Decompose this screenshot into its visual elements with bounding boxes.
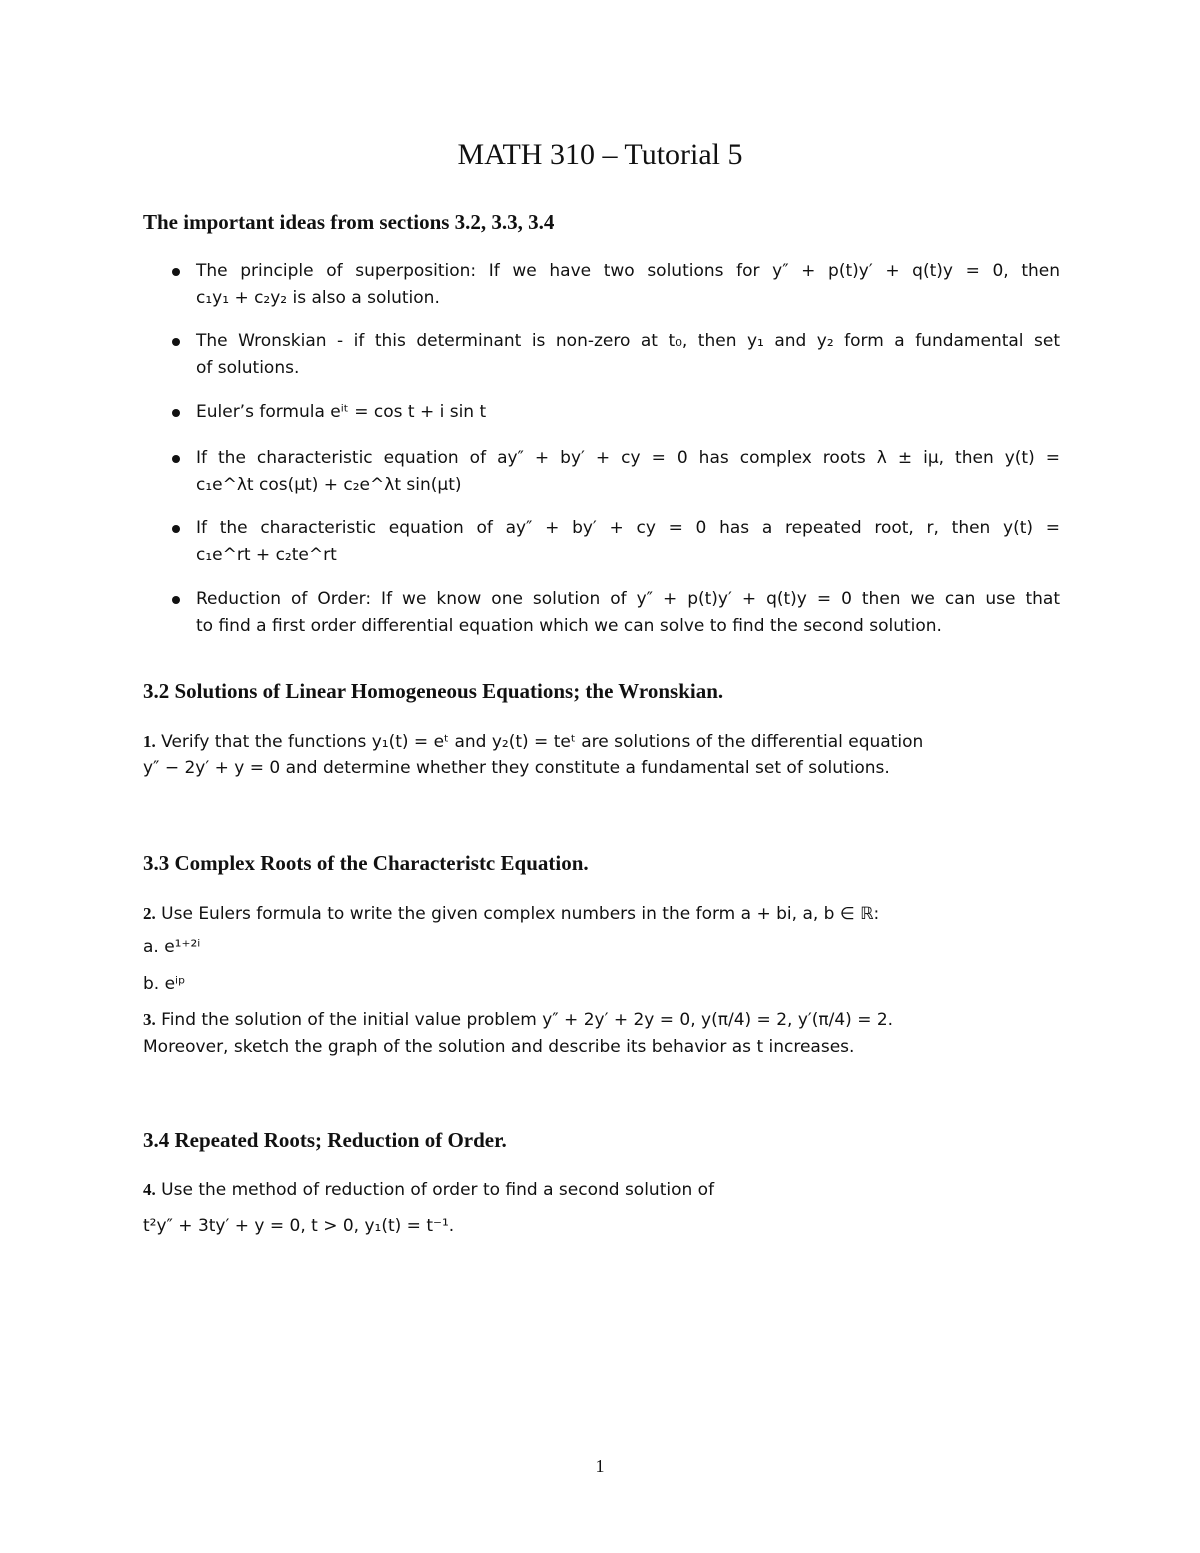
- problem-4-number: 4.: [143, 1180, 156, 1199]
- complex-roots-line-1: If the characteristic equation of ay″ + by′ + cy = 0 has complex roots λ ± iμ, then y(t) =: [196, 448, 1060, 468]
- superposition-line-2: c₁y₁ + c₂y₂ is also a solution.: [196, 288, 440, 308]
- problem-2-line: [143, 900, 1060, 928]
- problem-2b: b. eⁱᵖ: [143, 974, 186, 994]
- problem-4-text: Use the method of reduction of order to find a second solution of: [161, 1180, 715, 1200]
- problem-4-line-1: [143, 1176, 1060, 1204]
- problem-1-number: 1.: [143, 732, 156, 751]
- reduction-order-line-2: to find a first order differential equation which we can solve to find the second solution.: [196, 616, 942, 636]
- wronskian-line-1: The Wronskian - if this determinant is non-zero at t₀, then y₁ and y₂ form a fundamental set: [196, 331, 1060, 351]
- bullet-dot: [172, 338, 180, 346]
- problem-3-line-2: Moreover, sketch the graph of the solution and describe its behavior as t increases.: [143, 1037, 855, 1057]
- section-32-heading: 3.2 Solutions of Linear Homogeneous Equations; the Wronskian.: [143, 679, 724, 703]
- section-33-heading: 3.3 Complex Roots of the Characteristc Equation.: [143, 851, 589, 875]
- problem-3-text: Find the solution of the initial value problem y″ + 2y′ + 2y = 0, y(π/4) = 2, y′(π/4) = 2.: [161, 1010, 894, 1030]
- euler-formula-line: Euler’s formula eⁱᵗ = cos t + i sin t: [196, 402, 487, 422]
- complex-roots-line-2: c₁e^λt cos(μt) + c₂e^λt sin(μt): [196, 475, 462, 495]
- bullet-dot: [172, 409, 180, 417]
- problem-1-text: Verify that the functions y₁(t) = eᵗ and y₂(t) = teᵗ are solutions of the differential equation: [161, 732, 924, 752]
- bullet-dot: [172, 525, 180, 533]
- bullet-dot: [172, 455, 180, 463]
- problem-2a: a. e¹⁺²ⁱ: [143, 937, 201, 957]
- problem-4-line-2: t²y″ + 3ty′ + y = 0, t > 0, y₁(t) = t⁻¹.: [143, 1216, 455, 1236]
- reduction-order-line-1: Reduction of Order: If we know one solution of y″ + p(t)y′ + q(t)y = 0 then we can use that: [196, 589, 1060, 609]
- repeated-root-line-2: c₁e^rt + c₂te^rt: [196, 545, 337, 565]
- bullet-dot: [172, 268, 180, 276]
- bullet-dot: [172, 596, 180, 604]
- ideas-heading: The important ideas from sections 3.2, 3.3, 3.4: [143, 210, 555, 234]
- page-title: MATH 310 – Tutorial 5: [457, 138, 743, 171]
- problem-3-number: 3.: [143, 1010, 156, 1029]
- problem-2-number: 2.: [143, 904, 156, 923]
- wronskian-line-2: of solutions.: [196, 358, 300, 378]
- problem-2-text: Use Eulers formula to write the given complex numbers in the form a + bi, a, b ∈ ℝ:: [161, 904, 880, 924]
- problem-1-line-2: y″ − 2y′ + y = 0 and determine whether they constitute a fundamental set of solutions.: [143, 758, 890, 778]
- problem-3-line-1: [143, 1006, 1060, 1034]
- problem-1-line-1: [143, 728, 1060, 756]
- repeated-root-line-1: If the characteristic equation of ay″ + by′ + cy = 0 has a repeated root, r, then y(t) =: [196, 518, 1060, 538]
- page-number: 1: [595, 1456, 605, 1476]
- section-34-heading: 3.4 Repeated Roots; Reduction of Order.: [143, 1128, 507, 1152]
- superposition-line-1: The principle of superposition: If we have two solutions for y″ + p(t)y′ + q(t)y = 0, then: [196, 261, 1060, 281]
